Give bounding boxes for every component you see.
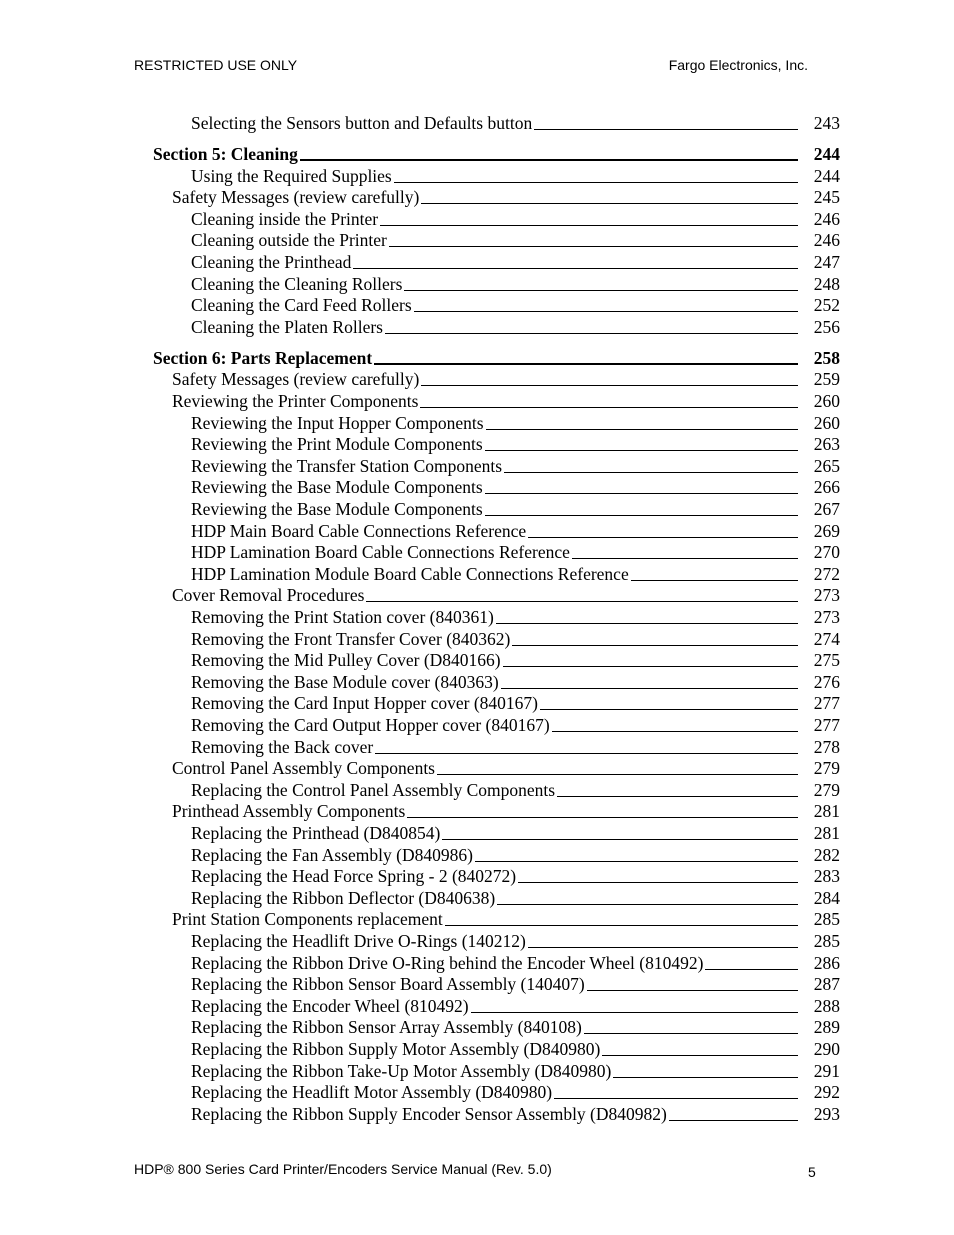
toc-entry [0,367,840,389]
toc-entry [0,1080,840,1102]
toc-entry [0,389,840,411]
toc-page-number: 258 [813,347,840,368]
toc-leader-line [475,861,798,862]
toc-entry [0,207,840,229]
toc-page-number: 284 [813,887,840,908]
toc-page-number: 275 [813,650,840,671]
toc-entry [0,972,840,994]
toc-leader-line [485,493,798,494]
toc-entry-title: Replacing the Ribbon Take-Up Motor Assembly (D840980) [191,1060,612,1081]
toc-leader-line [572,558,798,559]
toc-entry [0,228,840,250]
toc-entry-title: Reviewing the Transfer Station Components [191,455,503,476]
toc-page-number: 291 [813,1060,840,1081]
toc-leader-line [528,537,798,538]
toc-entry-title: Reviewing the Base Module Components [191,477,483,498]
toc-page-number: 285 [813,909,840,930]
toc-entry-title: Replacing the Ribbon Supply Encoder Sensor Assembly (D840982) [191,1103,667,1124]
toc-page-number: 274 [813,628,840,649]
toc-entry [0,756,840,778]
toc-page-number: 267 [813,499,840,519]
toc-entry-title: Control Panel Assembly Components [172,758,435,779]
toc-entry-title: Selecting the Sensors button and Defaults button [191,113,533,133]
toc-leader-line [552,731,798,732]
toc-leader-line [669,1120,798,1121]
toc-entry [0,411,840,433]
toc-page-number: 287 [813,974,840,995]
toc-entry [0,293,840,315]
toc-entry [0,778,840,800]
toc-entry-title: Replacing the Printhead (D840854) [191,823,441,843]
header-right: Fargo Electronics, Inc. [668,57,808,73]
toc-entry [0,951,840,973]
toc-page-number: 277 [813,715,840,735]
toc-leader-line [394,182,798,183]
toc-page-number: 273 [813,607,840,627]
toc-entry [0,864,840,886]
toc-leader-line [504,472,798,473]
toc-leader-line [503,666,798,667]
footer-page-number: 5 [808,1164,816,1180]
toc-entry-title: Cleaning the Printhead [191,252,352,272]
toc-leader-line [512,645,798,646]
toc-page-number: 288 [813,995,840,1016]
toc-leader-line [501,688,798,689]
toc-entry-title: Removing the Base Module cover (840363) [191,671,499,692]
toc-leader-line [496,623,798,624]
toc-leader-line [534,129,798,130]
toc-entry-title: Cleaning the Platen Rollers [191,316,383,337]
toc-entry [0,799,840,821]
toc-entry-title: Safety Messages (review carefully) [172,187,420,208]
toc-page-number: 248 [813,273,840,294]
toc-page-number: 260 [813,391,840,411]
toc-page-number: 246 [813,208,840,229]
toc-page-number: 290 [813,1039,840,1059]
toc-page-number: 265 [813,455,840,476]
toc-entry-title: Replacing the Encoder Wheel (810492) [191,995,469,1016]
toc-leader-line [389,246,798,247]
toc-leader-line [631,580,798,581]
toc-page-number: 244 [813,165,840,186]
footer-title: HDP® 800 Series Card Printer/Encoders Service Manual (Rev. 5.0) [134,1161,552,1177]
toc-entry [0,1037,840,1059]
toc-leader-line [602,1055,798,1056]
toc-page-number: 245 [813,187,840,208]
toc-entry [0,994,840,1016]
toc-page-number: 252 [813,295,840,316]
toc-entry [0,315,840,337]
toc-page-number: 270 [813,542,840,563]
toc-leader-line [420,407,798,408]
toc-entry-title: Replacing the Ribbon Sensor Array Assembly (840108) [191,1017,582,1038]
toc-entry [0,185,840,207]
toc-leader-line [471,1012,798,1013]
toc-entry-title: Reviewing the Printer Components [172,391,419,411]
toc-entry-title: Cleaning the Card Feed Rollers [191,295,412,316]
toc-entry [0,907,840,929]
toc-entry-title: Removing the Print Station cover (840361) [191,607,494,627]
toc-entry-title: Printhead Assembly Components [172,801,406,822]
toc-entry-title: Replacing the Control Panel Assembly Components [191,779,556,800]
toc-leader-line [380,225,798,226]
toc-entry [0,713,840,735]
toc-entry-title: Replacing the Head Force Spring - 2 (840272) [191,866,517,887]
toc-leader-line [445,925,798,926]
toc-entry-title: Section 6: Parts Replacement [153,347,373,368]
toc-page-number: 277 [813,693,840,714]
toc-page-number: 279 [813,779,840,800]
toc-entry [0,497,840,519]
toc-entry-title: Removing the Card Input Hopper cover (840167) [191,693,539,714]
toc-leader-line [421,203,798,204]
toc-entry [0,475,840,497]
toc-page-number: 289 [813,1017,840,1038]
toc-entry [0,454,840,476]
toc-entry-title: Reviewing the Print Module Components [191,434,483,455]
toc-entry-title: Cleaning outside the Printer [191,230,387,251]
toc-entry-title: Replacing the Fan Assembly (D840986) [191,844,473,865]
toc-entry-title: Print Station Components replacement [172,909,443,930]
toc-entry [0,648,840,670]
toc-entry [0,164,840,186]
toc-leader-line [421,385,798,386]
toc-entry-title: Replacing the Ribbon Drive O-Ring behind the Encoder Wheel (810492) [191,952,704,973]
toc-entry-title: Replacing the Headlift Drive O-Rings (140212) [191,931,526,951]
toc-page-number: 293 [813,1103,840,1124]
toc-leader-line [554,1098,798,1099]
toc-entry [0,929,840,951]
toc-entry-title: Section 5: Cleaning [153,144,298,164]
toc-leader-line [414,311,798,312]
toc-entry [0,821,840,843]
toc-entry-title: Removing the Front Transfer Cover (840362) [191,628,511,649]
toc-page-number: 243 [813,113,840,133]
toc-entry [0,111,840,133]
toc-page-number: 273 [813,585,840,606]
toc-entry [0,540,840,562]
toc-leader-line [385,333,798,334]
toc-page-number: 247 [813,252,840,272]
toc-page-number: 263 [813,434,840,455]
toc-leader-line [404,290,798,291]
toc-page-number: 283 [813,866,840,887]
toc-entry-title: Replacing the Ribbon Supply Motor Assembly (D840980) [191,1039,601,1059]
toc-entry [0,432,840,454]
toc-entry [0,562,840,584]
toc-entry-title: Using the Required Supplies [191,165,392,186]
toc-leader-line [375,753,798,754]
toc-entry [0,843,840,865]
toc-entry-title: Cover Removal Procedures [172,585,365,606]
toc-leader-line [437,774,798,775]
toc-leader-line [705,969,798,970]
toc-page-number: 266 [813,477,840,498]
toc-leader-line [353,268,798,269]
toc-section-heading [0,142,840,164]
toc-leader-line [442,839,798,840]
toc-leader-line [485,450,798,451]
toc-leader-line [584,1033,798,1034]
toc-leader-line [485,515,798,516]
toc-leader-line [528,947,798,948]
toc-entry [0,272,840,294]
toc-entry-title: Cleaning inside the Printer [191,208,379,229]
toc-page-number: 281 [813,823,840,843]
toc-entry-title: Reviewing the Input Hopper Components [191,412,484,433]
toc-page-number: 281 [813,801,840,822]
toc-page-number: 285 [813,931,840,951]
toc-page-number: 286 [813,952,840,973]
toc-entry-title: Replacing the Ribbon Deflector (D840638) [191,887,496,908]
toc-section-heading [0,346,840,368]
toc-leader-line [587,990,798,991]
toc-entry [0,1059,840,1081]
toc-leader-line [497,904,798,905]
toc-entry [0,605,840,627]
toc-entry-title: HDP Lamination Board Cable Connections Reference [191,542,570,563]
toc-page-number: 269 [813,520,840,541]
toc-leader-line [557,796,798,797]
toc-entry-title: Reviewing the Base Module Components [191,499,483,519]
toc-entry [0,627,840,649]
toc-entry-title: Replacing the Headlift Motor Assembly (D840980) [191,1082,553,1103]
toc-page-number: 244 [813,144,840,164]
toc-leader-line [518,882,798,883]
toc-page-number: 278 [813,736,840,757]
toc-entry [0,1015,840,1037]
toc-leader-line [300,159,798,161]
toc-page-number: 292 [813,1082,840,1103]
toc-entry-title: HDP Lamination Module Board Cable Connections Reference [191,563,629,584]
toc-entry-title: Cleaning the Cleaning Rollers [191,273,403,294]
toc-leader-line [540,709,798,710]
toc-page-number: 259 [813,369,840,390]
toc-entry-title: Removing the Mid Pulley Cover (D840166) [191,650,501,671]
header-left: RESTRICTED USE ONLY [134,57,298,73]
toc-entry [0,583,840,605]
toc-entry [0,670,840,692]
toc-leader-line [366,601,798,602]
toc-leader-line [407,817,798,818]
toc-page-number: 282 [813,844,840,865]
toc-entry-title: Replacing the Ribbon Sensor Board Assembly (140407) [191,974,585,995]
toc-entry-title: Removing the Card Output Hopper cover (840167) [191,715,550,735]
toc-entry-title: Removing the Back cover [191,736,374,757]
toc-leader-line [613,1077,798,1078]
toc-page-number: 272 [813,563,840,584]
toc-entry [0,886,840,908]
toc-entry-title: Safety Messages (review carefully) [172,369,420,390]
toc-page-number: 246 [813,230,840,251]
toc-leader-line [486,429,798,430]
toc-entry [0,519,840,541]
toc-page-number: 256 [813,316,840,337]
toc-entry [0,735,840,757]
toc-page-number: 276 [813,671,840,692]
toc-entry [0,1102,840,1124]
toc-page-number: 279 [813,758,840,779]
toc-leader-line [374,363,798,365]
toc-entry-title: HDP Main Board Cable Connections Reference [191,520,527,541]
toc-entry [0,691,840,713]
toc-page-number: 260 [813,412,840,433]
toc-entry [0,250,840,272]
